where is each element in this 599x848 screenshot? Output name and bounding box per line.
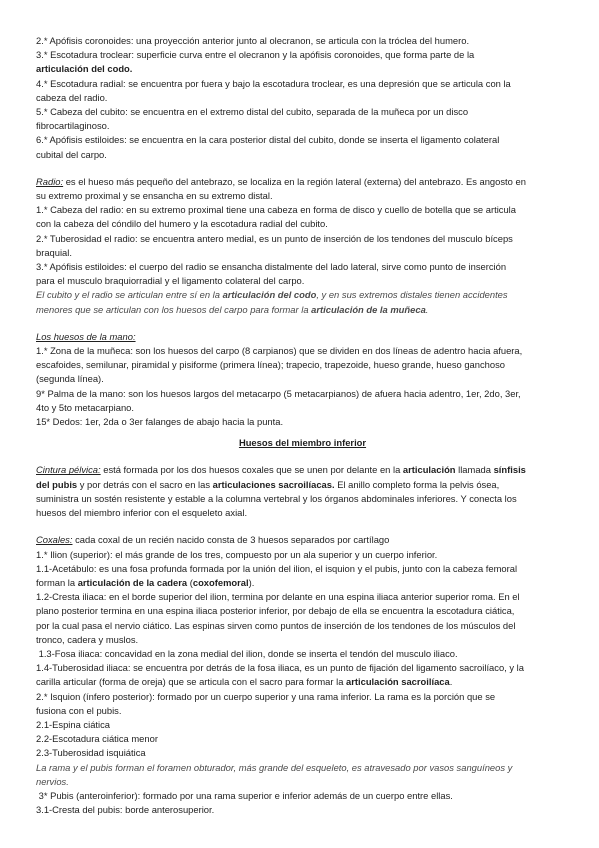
foramen-note-a: La rama y el pubis forman el foramen obturador, más grande del esqueleto, es atravesado por vasos sanguíneos y: [36, 761, 513, 773]
tuberosidad-a: 1.4-Tuberosidad iliaca: se encuentra por detrás de la fosa iliaca, es un punto de fijación del ligamento sacroilíaco, y la: [36, 662, 524, 674]
cubito-item-3-bold: articulación del codo.: [36, 63, 133, 75]
radio-item-3: [36, 260, 569, 288]
foramen-note-b: nervios.: [36, 775, 69, 787]
acetabulo-a: 1.1-Acetábulo: es una fosa profunda formada por la unión del ilion, el isquion y el pubis, junto con la cabeza femoral: [36, 562, 518, 574]
cubito-item-4-text-a: 4.* Escotadura radial: se encuentra por fuera y bajo la escotadura troclear, es una depresión que se articula con la: [36, 77, 511, 89]
radio-item-3-a: 3.* Apófisis estiloides: el cuerpo del radio se ensancha distalmente del lado lateral, sirve como punto de inserción: [36, 261, 507, 273]
espina-ciatica-item: 2.1-Espina ciática: [36, 718, 110, 730]
radio-item-1: [36, 203, 569, 231]
radio-note-b1: menores que se articulan con los huesos del carpo para formar la: [36, 303, 312, 315]
cintura-a3: llamada: [455, 464, 494, 476]
cresta-iliaca-item: [36, 590, 569, 647]
cresta-c: por la cual pasa el nervio ciático. Las espinas sirven como puntos de inserción de los tendones de los músculos del: [36, 619, 516, 631]
section-heading: Huesos del miembro inferior: [238, 437, 367, 449]
acetabulo-item: [36, 562, 569, 590]
fosa-iliaca-item: 1.3-Fosa iliaca: concavidad en la zona medial del ilion, donde se inserta el tendón del musculo iliaco.: [36, 647, 458, 659]
cintura-b3: articulaciones sacroilíacas.: [212, 478, 335, 490]
coxales-intro-text: cada coxal de un recién nacido consta de 3 huesos separados por cartílago: [72, 534, 390, 546]
mano-item-15: 15* Dedos: 1er, 2da o 3er falanges de abajo hacia la punta.: [36, 416, 284, 428]
cintura-b4: El anillo completo forma la pelvis ósea,: [334, 478, 500, 490]
tuberosidad-iliaca-item: [36, 661, 569, 689]
cubito-item-2: 2.* Apófisis coronoides: una proyección anterior junto al olecranon, se articula con la tróclea del humero.: [36, 35, 470, 46]
radio-item-2-a: 2.* Tuberosidad el radio: se encuentra antero medial, es un punto de inserción de los tendones del musculo bíceps: [36, 232, 513, 244]
acetabulo-b2: articulación de la cadera: [77, 576, 188, 588]
radio-note: [36, 288, 569, 316]
isquion-item: [36, 690, 569, 718]
cubito-item-6-text-b: cubital del carpo.: [36, 148, 107, 160]
radio-intro-b: su extremo proximal y se ensancha en su extremo distal.: [36, 190, 273, 202]
cubito-item-3-text: 3.* Escotadura troclear: superficie curva entre el olecranon y la apófisis coronoides, que forma parte de la: [36, 49, 475, 61]
cintura-paragraph: [36, 463, 569, 520]
cubito-item-6-text-a: 6.* Apófisis estiloides: se encuentra en la cara posterior distal del cubito, donde se inserta el ligamento colateral: [36, 134, 500, 146]
isquion-b: fusiona con el pubis.: [36, 704, 122, 716]
mano-item-1-a: 1.* Zona de la muñeca: son los huesos del carpo (8 carpianos) que se dividen en dos líneas de adentro hacia afuera,: [36, 345, 523, 357]
radio-intro: [36, 175, 569, 203]
cintura-c: suministra un sostén resistente y estable a la columna vertebral y los órganos abdominales inferiores. Y conecta los: [36, 492, 517, 504]
mano-item-9: [36, 387, 569, 415]
acetabulo-b5: ).: [248, 576, 255, 588]
radio-item-2: [36, 232, 569, 260]
cubito-item-4: [36, 77, 569, 105]
radio-item-2-b: braquial.: [36, 246, 72, 258]
radio-note-a2: articulación del codo: [222, 289, 317, 301]
mano-title: Los huesos de la mano:: [36, 330, 136, 342]
radio-note-b3: .: [425, 303, 429, 315]
cubito-item-6: [36, 133, 569, 161]
tuberosidad-b1: carilla articular (forma de oreja) que se articula con el sacro para formar la: [36, 676, 347, 688]
coxales-section: [36, 533, 569, 817]
cintura-a2: articulación: [402, 464, 456, 476]
mano-item-9-a: 9* Palma de la mano: son los huesos largos del metacarpo (5 metacarpianos) de afuera hacia adentro, 1er, 2do, 3er,: [36, 387, 521, 399]
tuberosidad-b2: articulación sacroilíaca: [346, 676, 450, 688]
radio-intro-a: es el hueso más pequeño del antebrazo, se localiza en la región lateral (externa) del antebrazo. Es angosto en: [63, 175, 526, 187]
tuberosidad-isquiatica-item: 2.3-Tuberosidad isquiática: [36, 747, 146, 759]
cintura-a4: sínfisis: [493, 464, 526, 476]
cresta-a: 1.2-Cresta iliaca: en el borde superior del ilion, termina por delante en una espina iliaca anterior superior roma. En el: [36, 591, 520, 603]
cubito-item-4-text-b: cabeza del radio.: [36, 91, 108, 103]
radio-item-1-a: 1.* Cabeza del radio: en su extremo proximal tiene una cabeza en forma de disco y cuello de botella que se articula: [36, 204, 516, 216]
mano-item-9-b: 4to y 5to metacarpiano.: [36, 401, 134, 413]
radio-note-b2: articulación de la muñeca: [311, 303, 426, 315]
mano-item-1-c: (segunda línea).: [36, 373, 104, 385]
acetabulo-b3: (: [187, 576, 193, 588]
coxales-intro: [36, 533, 569, 547]
cresta-d: tronco, cadera y muslos.: [36, 633, 139, 645]
cubito-section: [36, 34, 569, 162]
mano-section: [36, 330, 569, 429]
mano-item-1-b: escafoides, semilunar, piramidal y pisiforme (primera línea); trapecio, trapezoide, hueso grande, hueso ganchoso: [36, 359, 506, 371]
cubito-item-5: [36, 105, 569, 133]
cresta-pubis-item: 3.1-Cresta del pubis: borde anterosuperior.: [36, 804, 215, 816]
escotadura-ciatica-item: 2.2-Escotadura ciática menor: [36, 733, 158, 745]
cintura-title: Cintura pélvica:: [36, 464, 101, 476]
radio-item-3-b: para el musculo braquiorradial y el ligamento colateral del carpo.: [36, 275, 305, 287]
cintura-section: [36, 463, 569, 520]
cintura-b2: y por detrás con el sacro en las: [77, 478, 213, 490]
radio-note-a1: El cubito y el radio se articulan entre sí en la: [36, 289, 223, 301]
pubis-item: 3* Pubis (anteroinferior): formado por una rama superior e inferior además de un cuerpo entre ellas.: [36, 789, 453, 801]
radio-title: Radio:: [36, 175, 64, 187]
acetabulo-b1: forman la: [36, 576, 78, 588]
foramen-note: [36, 761, 569, 789]
cintura-a1: está formada por los dos huesos coxales que se unen por delante en la: [100, 464, 403, 476]
cintura-b1: del pubis: [36, 478, 78, 490]
isquion-a: 2.* Isquion (ínfero posterior): formado por un cuerpo superior y una rama inferior. La rama es la porción que se: [36, 690, 496, 702]
coxales-title: Coxales:: [36, 534, 73, 546]
ilion-item: 1.* Ilion (superior): el más grande de los tres, compuesto por un ala superior y un cuerpo inferior.: [36, 548, 438, 560]
cintura-d: huesos del miembro inferior con el esqueleto axial.: [36, 507, 248, 519]
tuberosidad-b3: .: [449, 676, 453, 688]
radio-section: [36, 175, 569, 317]
cresta-b: plano posterior termina en una espina iliaca posterior inferior, por debajo de ella se encuentra la escotadura ciática,: [36, 605, 515, 617]
mano-item-1: [36, 344, 569, 387]
radio-item-1-b: con la cabeza del cóndilo del humero y la escotadura radial del cubito.: [36, 218, 328, 230]
cubito-item-3: [36, 48, 569, 76]
cubito-item-5-text-b: fibrocartilaginoso.: [36, 120, 110, 132]
cubito-item-5-text-a: 5.* Cabeza del cubito: se encuentra en el extremo distal del cubito, separada de la muñeca por un disco: [36, 106, 469, 118]
acetabulo-b4: coxofemoral: [192, 576, 249, 588]
radio-note-a3: , y en sus extremos distales tienen accidentes: [316, 289, 508, 301]
